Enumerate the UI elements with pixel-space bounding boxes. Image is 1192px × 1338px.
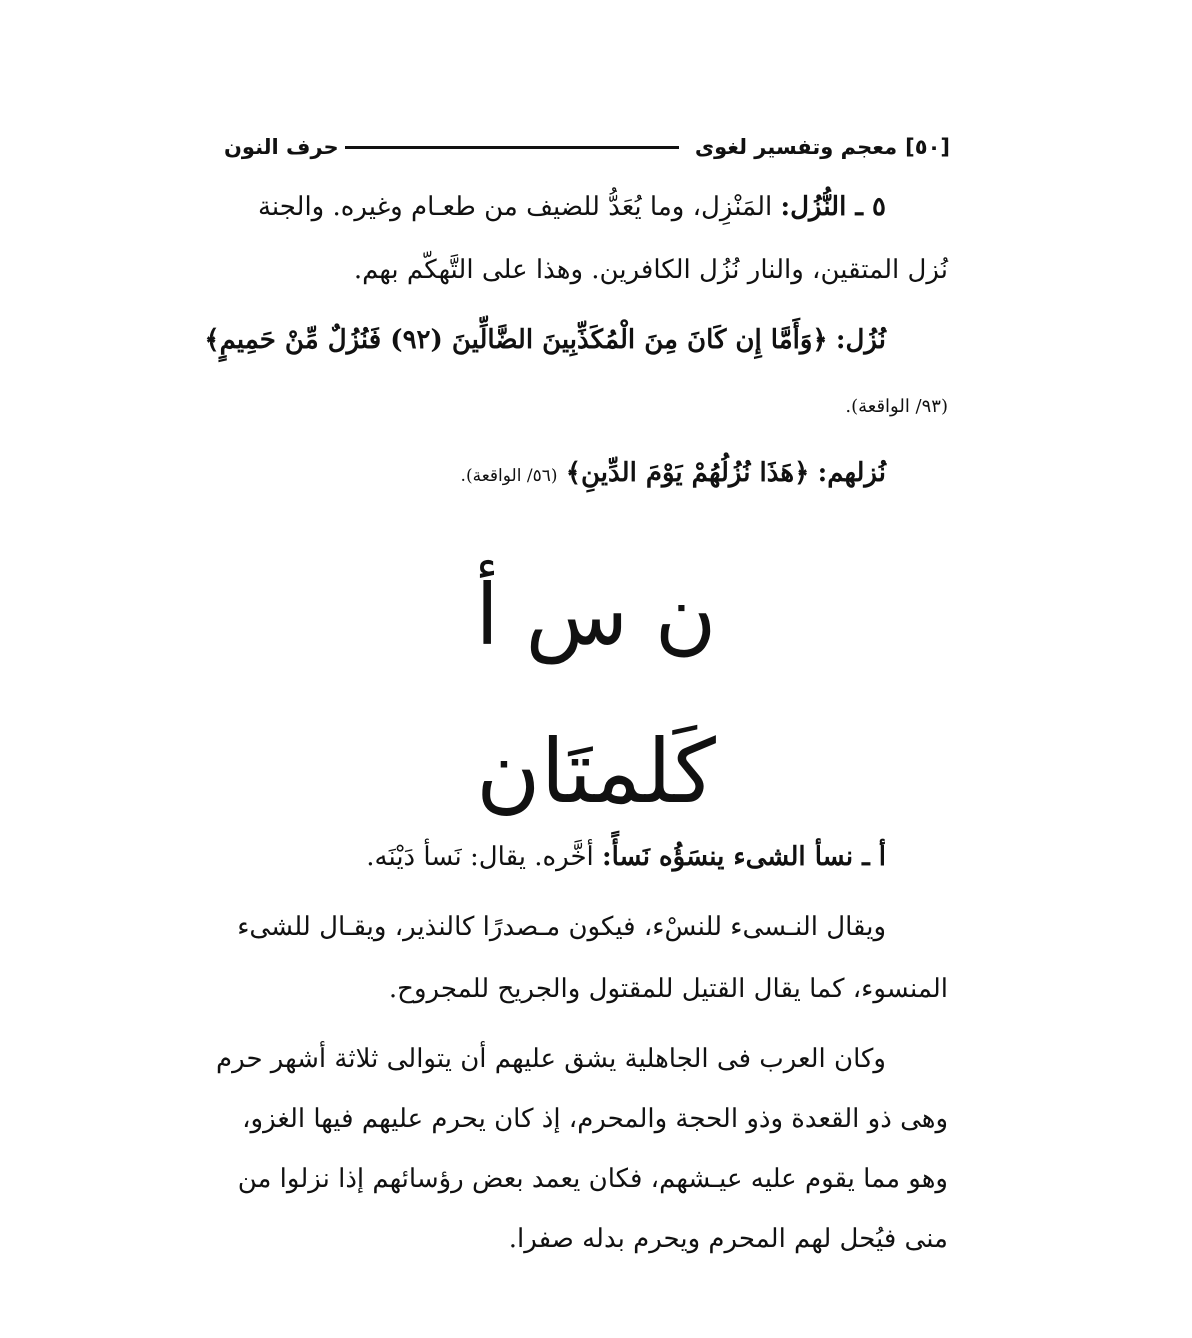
- word-count-heading: كَلمتَان: [476, 720, 716, 823]
- root-letters-heading: ن س أ: [475, 566, 717, 664]
- citation-2: [461, 456, 886, 493]
- paragraph-1-line-1: ويقال النـسىء للنسْء، فيكون مـصدرًا كالنذير، ويقـال للشىء: [237, 912, 886, 942]
- book-title: معجم وتفسير لغوى: [694, 135, 898, 159]
- entry-5-label: ٥ ـ النُّزُل:: [780, 192, 886, 222]
- citation-1-reference: (٩٣/ الواقعة).: [845, 396, 948, 417]
- citation-2-word: نُزلهم:: [817, 458, 886, 488]
- header-rule: [345, 146, 679, 149]
- page-number: [٥٠]: [905, 135, 950, 159]
- paragraph-2-line-4: منى فيُحل لهم المحرم ويحرم بدله صفرا.: [508, 1224, 948, 1254]
- citation-2-reference: (٥٦/ الواقعة).: [460, 466, 558, 486]
- entry-a-label: أ ـ نسأ الشىء ينسَؤُه نَسأً:: [602, 842, 886, 872]
- citation-1-word: نُزُل:: [835, 325, 886, 355]
- paragraph-2-line-2: وهى ذو القعدة وذو الحجة والمحرم، إذ كان يحرم عليهم فيها الغزو،: [242, 1104, 948, 1134]
- paragraph-2-line-3: وهو مما يقوم عليه عيـشهم، فكان يعمد بعض رؤسائهم إذا نزلوا من: [237, 1164, 948, 1194]
- entry-a-definition: أخَّره. يقال: نَسأ دَيْنَه.: [366, 842, 594, 872]
- entry-5-definition: المَنْزِل، وما يُعَدُّ للضيف من طعـام وغيره. والجنة: [257, 192, 773, 222]
- paragraph-2-line-1: وكان العرب فى الجاهلية يشق عليهم أن يتوالى ثلاثة أشهر حرم: [216, 1044, 886, 1074]
- citation-2-verse: ﴿هَذَا نُزُلُهُمْ يَوْمَ الدِّينِ﴾: [565, 458, 810, 488]
- section-title: حرف النون: [224, 135, 339, 159]
- citation-1: [204, 323, 886, 357]
- citation-1-verse: ﴿وَأَمَّا إِن كَانَ مِنَ الْمُكَذِّبِينَ الضَّالِّينَ (٩٢) فَنُزُلٌ مِّنْ حَمِيمٍ﴾: [204, 325, 828, 355]
- entry-a-line-1: [366, 840, 886, 874]
- entry-5-line-2: نُزل المتقين، والنار نُزُل الكافرين. وهذا على التَّهكّم بهم.: [353, 255, 948, 285]
- entry-5-line-1: [258, 190, 886, 224]
- paragraph-1-line-2: المنسوء، كما يقال القتيل للمقتول والجريح للمجروح.: [388, 974, 948, 1004]
- running-header: [224, 130, 950, 164]
